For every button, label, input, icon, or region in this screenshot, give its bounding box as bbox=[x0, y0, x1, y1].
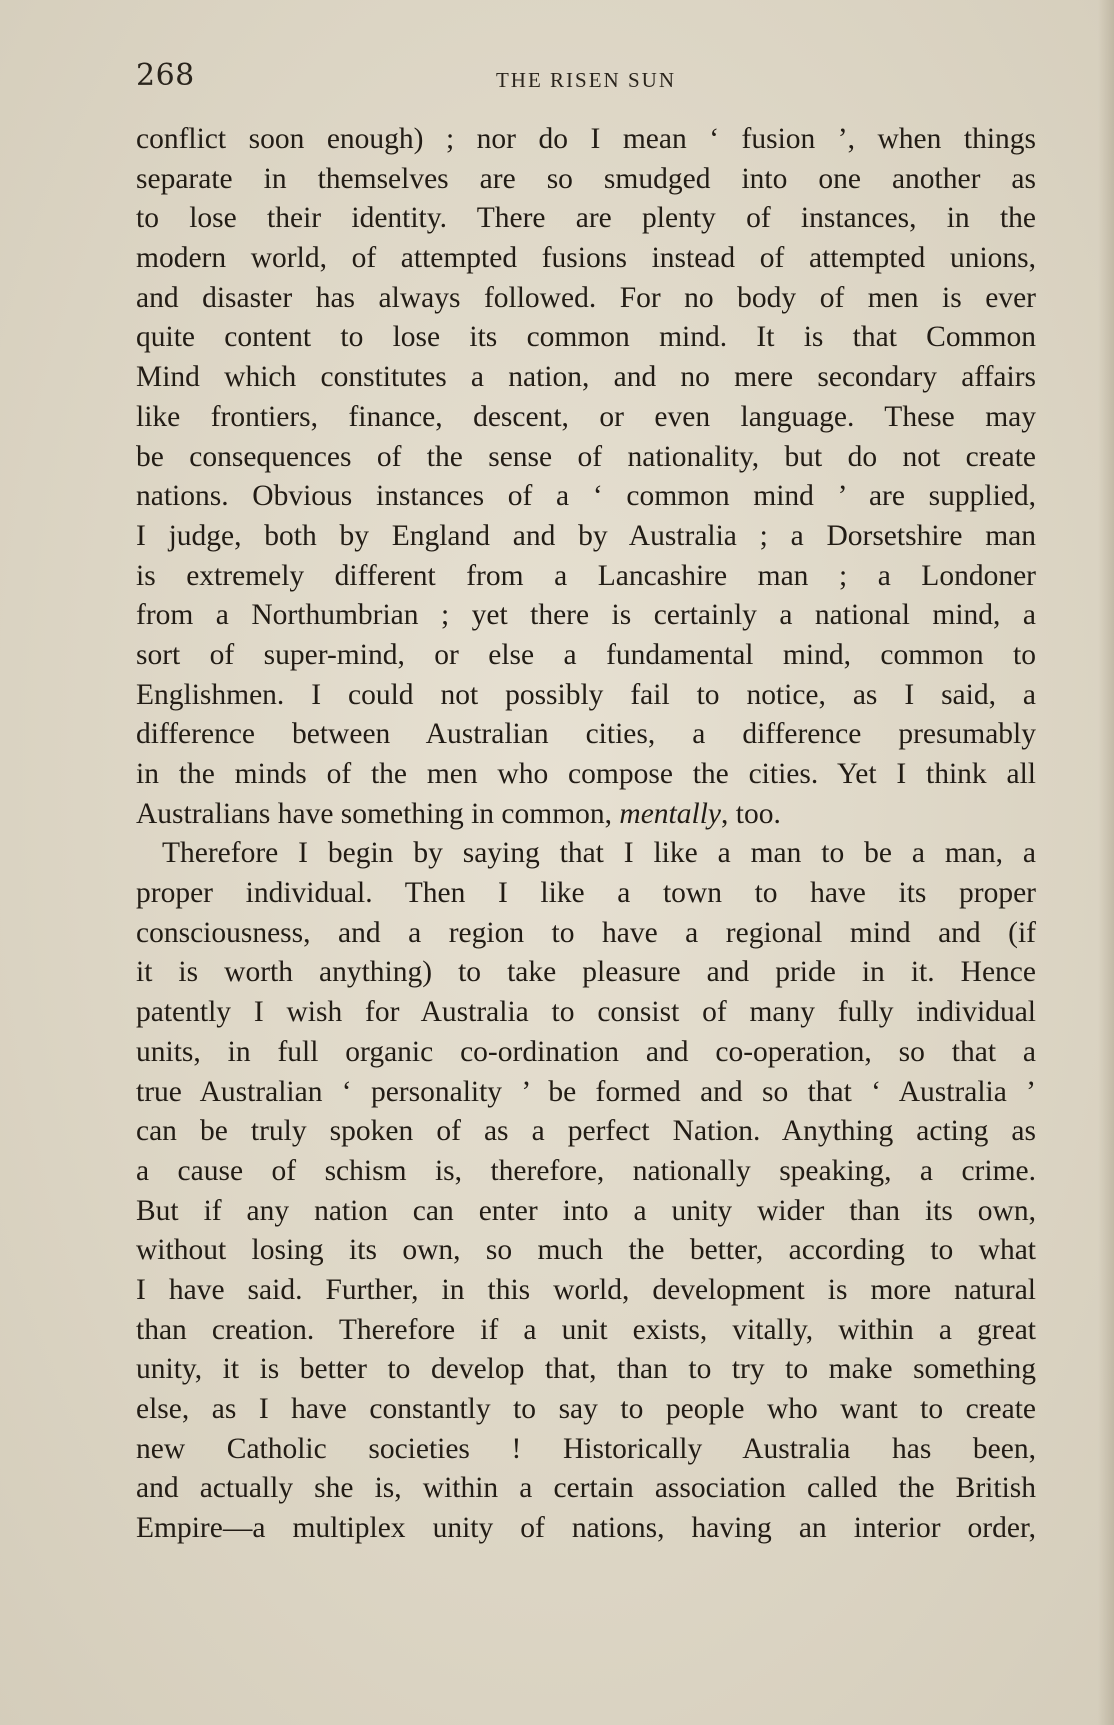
text-line: consciousness, and a region to have a regional mind and (if bbox=[136, 916, 1036, 949]
text-line: unity, it is better to develop that, than to try to make something bbox=[136, 1353, 1036, 1386]
text-line: conflict soon enough) ; nor do I mean ‘ fusion ’, when things bbox=[136, 123, 1036, 155]
text-line: can be truly spoken of as a perfect Nation. Anything acting as bbox=[136, 1115, 1036, 1148]
text-line: new Catholic societies ! Historically Australia has been, bbox=[136, 1432, 1036, 1465]
text-line: a cause of schism is, therefore, nationally speaking, a crime. bbox=[136, 1154, 1036, 1187]
text-line: like frontiers, finance, descent, or even language. These may bbox=[136, 400, 1036, 433]
text-line: Empire—a multiplex unity of nations, having an interior order, bbox=[136, 1512, 1036, 1545]
text-line: in the minds of the men who compose the cities. Yet I think all bbox=[136, 758, 1036, 790]
text-line: patently I wish for Australia to consist of many fully individual bbox=[136, 996, 1036, 1029]
text-line: But if any nation can enter into a unity wider than its own, bbox=[136, 1194, 1036, 1227]
text-line: else, as I have constantly to say to people who want to create bbox=[136, 1393, 1036, 1425]
italic-word: mentally bbox=[619, 797, 721, 830]
text-line-indented: Therefore I begin by saying that I like a man to be a man, a bbox=[162, 837, 1036, 870]
page-edge-shadow bbox=[1098, 0, 1114, 1725]
text-line: is extremely different from a Lancashire man ; a Londoner bbox=[136, 559, 1036, 592]
text-line: to lose their identity. There are plenty of instances, in the bbox=[136, 202, 1036, 235]
text-line: I have said. Further, in this world, development is more natural bbox=[136, 1273, 1036, 1306]
text-line: I judge, both by England and by Australia ; a Dorsetshire man bbox=[136, 519, 1036, 552]
text-line: difference between Australian cities, a difference presumably bbox=[136, 718, 1036, 751]
page-number: 268 bbox=[136, 58, 195, 93]
text-line: proper individual. Then I like a town to have its proper bbox=[136, 877, 1036, 910]
text-line-last bbox=[136, 795, 1036, 835]
text-line: modern world, of attempted fusions instead of attempted unions, bbox=[136, 242, 1036, 275]
page-header bbox=[136, 58, 1036, 98]
text-line: be consequences of the sense of nationality, but do not create bbox=[136, 440, 1036, 473]
text-line: separate in themselves are so smudged into one another as bbox=[136, 162, 1036, 195]
text-line: units, in full organic co-ordination and co-operation, so that a bbox=[136, 1035, 1036, 1068]
text-segment: Australians have something in common, bbox=[136, 797, 620, 830]
running-title: THE RISEN SUN bbox=[495, 68, 676, 92]
text-line: sort of super-mind, or else a fundamental mind, common to bbox=[136, 638, 1036, 671]
text-segment: , too. bbox=[721, 797, 781, 830]
text-line: and disaster has always followed. For no body of men is ever bbox=[136, 281, 1036, 314]
text-line: from a Northumbrian ; yet there is certainly a national mind, a bbox=[136, 599, 1036, 632]
text-line: nations. Obvious instances of a ‘ common mind ’ are supplied, bbox=[136, 480, 1036, 513]
text-line: than creation. Therefore if a unit exists, vitally, within a great bbox=[136, 1313, 1036, 1346]
text-line: it is worth anything) to take pleasure and pride in it. Hence bbox=[136, 956, 1036, 989]
text-line: true Australian ‘ personality ’ be formed and so that ‘ Australia ’ bbox=[136, 1075, 1036, 1108]
text-line: quite content to lose its common mind. It is that Common bbox=[136, 321, 1036, 354]
text-line: and actually she is, within a certain association called the British bbox=[136, 1472, 1036, 1505]
text-line: Mind which constitutes a nation, and no mere secondary affairs bbox=[136, 361, 1036, 394]
body-text bbox=[136, 120, 1036, 1549]
text-line: Englishmen. I could not possibly fail to notice, as I said, a bbox=[136, 678, 1036, 711]
text-line: without losing its own, so much the better, according to what bbox=[136, 1234, 1036, 1267]
